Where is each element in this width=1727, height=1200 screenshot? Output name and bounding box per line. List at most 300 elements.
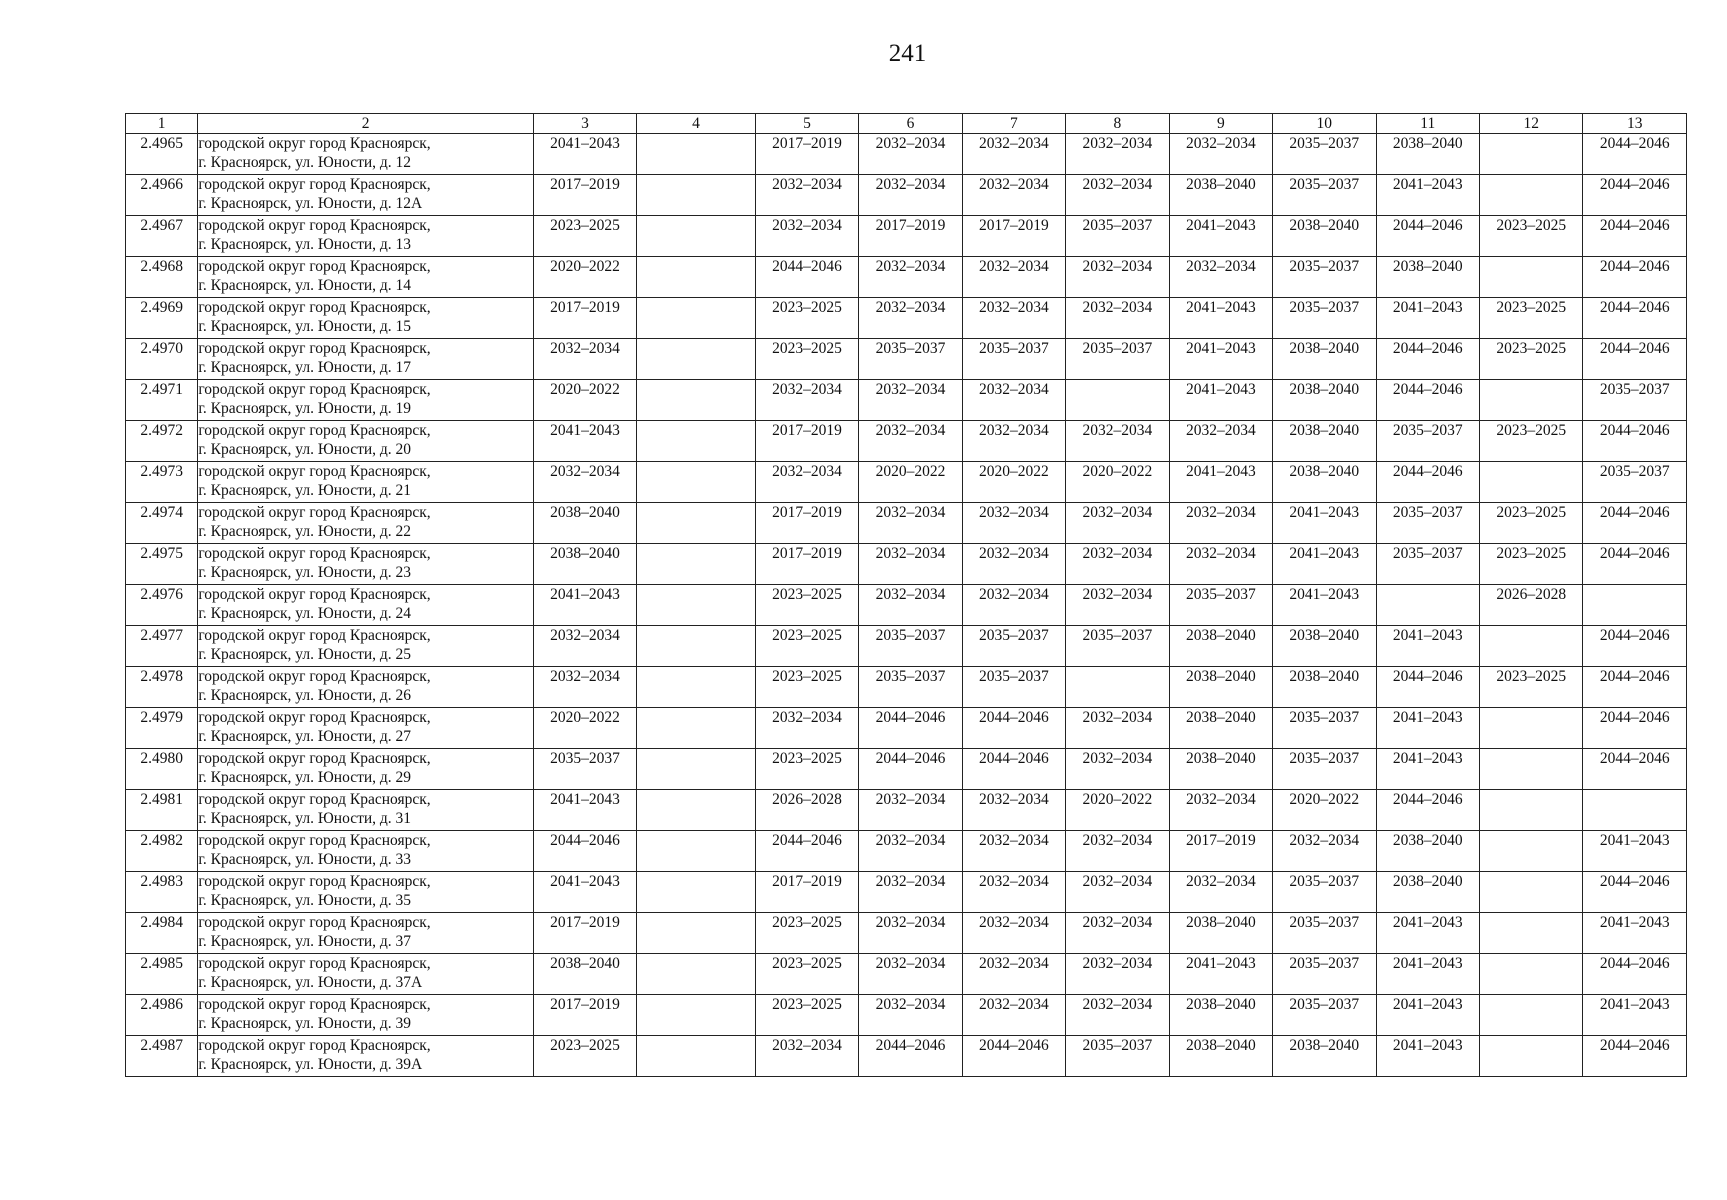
period-cell-col-4: [637, 462, 756, 503]
period-cell-col-11: 2041–2043: [1376, 298, 1479, 339]
address-cell: [198, 503, 534, 544]
address-line-municipality: городской округ город Красноярск,: [198, 381, 431, 398]
column-number-row: [126, 114, 1687, 134]
period-cell-col-5: 2023–2025: [755, 626, 858, 667]
period-cell-col-8: 2035–2037: [1066, 626, 1169, 667]
period-cell-col-11: 2035–2037: [1376, 544, 1479, 585]
period-cell-col-11: 2044–2046: [1376, 462, 1479, 503]
period-cell-col-12: [1479, 1036, 1582, 1077]
column-header-1: 1: [126, 114, 198, 134]
period-cell-col-5: 2023–2025: [755, 749, 858, 790]
address-line-street: г. Красноярск, ул. Юности, д. 15: [198, 318, 412, 335]
period-cell-col-5: 2017–2019: [755, 503, 858, 544]
period-cell-col-10: 2041–2043: [1273, 544, 1376, 585]
table-row: [126, 831, 1687, 872]
period-cell-col-5: 2032–2034: [755, 462, 858, 503]
address-line-street: г. Красноярск, ул. Юности, д. 37: [198, 933, 412, 950]
table-row: [126, 462, 1687, 503]
period-cell-col-7: 2017–2019: [962, 216, 1065, 257]
period-cell-col-13: [1583, 790, 1687, 831]
address-cell: [198, 995, 534, 1036]
period-cell-col-7: 2044–2046: [962, 749, 1065, 790]
address-line-municipality: городской округ город Красноярск,: [198, 545, 431, 562]
period-cell-col-8: 2032–2034: [1066, 872, 1169, 913]
table-row: [126, 175, 1687, 216]
period-cell-col-5: 2044–2046: [755, 831, 858, 872]
address-line-municipality: городской округ город Красноярск,: [198, 176, 431, 193]
period-cell-col-9: 2041–2043: [1169, 298, 1272, 339]
period-cell-col-3: 2035–2037: [533, 749, 636, 790]
period-cell-col-4: [637, 995, 756, 1036]
period-cell-col-12: 2023–2025: [1479, 667, 1582, 708]
address-line-municipality: городской округ город Красноярск,: [198, 996, 431, 1013]
period-cell-col-13: 2044–2046: [1583, 503, 1687, 544]
period-cell-col-13: 2044–2046: [1583, 175, 1687, 216]
period-cell-col-5: 2017–2019: [755, 872, 858, 913]
table-row: [126, 626, 1687, 667]
period-cell-col-11: 2035–2037: [1376, 503, 1479, 544]
period-cell-col-12: [1479, 134, 1582, 175]
period-cell-col-12: 2026–2028: [1479, 585, 1582, 626]
column-header-3: 3: [533, 114, 636, 134]
period-cell-col-7: 2032–2034: [962, 831, 1065, 872]
address-cell: [198, 667, 534, 708]
period-cell-col-3: 2020–2022: [533, 257, 636, 298]
period-cell-col-12: [1479, 708, 1582, 749]
address-line-municipality: городской округ город Красноярск,: [198, 873, 431, 890]
address-line-street: г. Красноярск, ул. Юности, д. 33: [198, 851, 412, 868]
period-cell-col-6: 2032–2034: [859, 257, 962, 298]
row-number: 2.4986: [126, 995, 198, 1036]
address-line-street: г. Красноярск, ул. Юности, д. 20: [198, 441, 412, 458]
period-cell-col-10: 2041–2043: [1273, 585, 1376, 626]
address-cell: [198, 462, 534, 503]
row-number: 2.4967: [126, 216, 198, 257]
address-cell: [198, 544, 534, 585]
period-cell-col-6: 2032–2034: [859, 421, 962, 462]
table-row: [126, 257, 1687, 298]
period-cell-col-9: 2038–2040: [1169, 1036, 1272, 1077]
period-cell-col-5: 2023–2025: [755, 585, 858, 626]
page-number: 241: [888, 40, 927, 67]
period-cell-col-6: 2032–2034: [859, 913, 962, 954]
address-line-street: г. Красноярск, ул. Юности, д. 21: [198, 482, 412, 499]
address-cell: [198, 421, 534, 462]
address-line-street: г. Красноярск, ул. Юности, д. 25: [198, 646, 412, 663]
period-cell-col-11: 2044–2046: [1376, 216, 1479, 257]
address-line-street: г. Красноярск, ул. Юности, д. 23: [198, 564, 412, 581]
column-header-6: 6: [859, 114, 962, 134]
address-cell: [198, 298, 534, 339]
period-cell-col-13: 2044–2046: [1583, 1036, 1687, 1077]
table-row: [126, 790, 1687, 831]
period-cell-col-4: [637, 790, 756, 831]
period-cell-col-8: 2032–2034: [1066, 954, 1169, 995]
table-row: [126, 339, 1687, 380]
period-cell-col-8: 2032–2034: [1066, 175, 1169, 216]
address-line-street: г. Красноярск, ул. Юности, д. 29: [198, 769, 412, 786]
row-number: 2.4987: [126, 1036, 198, 1077]
address-line-street: г. Красноярск, ул. Юности, д. 14: [198, 277, 412, 294]
period-cell-col-4: [637, 708, 756, 749]
period-cell-col-10: 2035–2037: [1273, 257, 1376, 298]
period-cell-col-9: 2038–2040: [1169, 913, 1272, 954]
address-cell: [198, 626, 534, 667]
period-cell-col-4: [637, 954, 756, 995]
period-cell-col-7: 2032–2034: [962, 298, 1065, 339]
period-cell-col-9: 2038–2040: [1169, 749, 1272, 790]
address-line-municipality: городской округ город Красноярск,: [198, 586, 431, 603]
period-cell-col-4: [637, 872, 756, 913]
address-line-street: г. Красноярск, ул. Юности, д. 39А: [198, 1056, 423, 1073]
address-line-municipality: городской округ город Красноярск,: [198, 299, 431, 316]
period-cell-col-12: [1479, 831, 1582, 872]
period-cell-col-6: 2032–2034: [859, 503, 962, 544]
period-cell-col-4: [637, 257, 756, 298]
address-cell: [198, 708, 534, 749]
period-cell-col-10: 2035–2037: [1273, 913, 1376, 954]
period-cell-col-5: 2017–2019: [755, 544, 858, 585]
address-line-municipality: городской округ город Красноярск,: [198, 422, 431, 439]
period-cell-col-9: 2041–2043: [1169, 954, 1272, 995]
period-cell-col-6: 2032–2034: [859, 954, 962, 995]
period-cell-col-11: 2041–2043: [1376, 1036, 1479, 1077]
period-cell-col-7: 2035–2037: [962, 626, 1065, 667]
address-cell: [198, 216, 534, 257]
period-cell-col-8: 2032–2034: [1066, 257, 1169, 298]
period-cell-col-13: 2044–2046: [1583, 708, 1687, 749]
row-number: 2.4965: [126, 134, 198, 175]
period-cell-col-8: 2020–2022: [1066, 790, 1169, 831]
period-cell-col-3: 2041–2043: [533, 134, 636, 175]
period-cell-col-10: 2035–2037: [1273, 872, 1376, 913]
period-cell-col-7: 2044–2046: [962, 1036, 1065, 1077]
table-row: [126, 421, 1687, 462]
period-cell-col-9: 2032–2034: [1169, 421, 1272, 462]
period-cell-col-12: [1479, 462, 1582, 503]
column-header-13: 13: [1583, 114, 1687, 134]
period-cell-col-10: 2035–2037: [1273, 298, 1376, 339]
period-cell-col-3: 2044–2046: [533, 831, 636, 872]
period-cell-col-13: 2035–2037: [1583, 462, 1687, 503]
address-line-municipality: городской округ город Красноярск,: [198, 750, 431, 767]
table-row: [126, 380, 1687, 421]
period-cell-col-10: 2035–2037: [1273, 175, 1376, 216]
address-line-municipality: городской округ город Красноярск,: [198, 340, 431, 357]
period-cell-col-4: [637, 503, 756, 544]
period-cell-col-3: 2038–2040: [533, 503, 636, 544]
period-cell-col-12: [1479, 380, 1582, 421]
period-cell-col-7: 2035–2037: [962, 667, 1065, 708]
period-cell-col-5: 2017–2019: [755, 421, 858, 462]
period-cell-col-6: 2032–2034: [859, 790, 962, 831]
period-cell-col-4: [637, 380, 756, 421]
period-cell-col-5: 2032–2034: [755, 708, 858, 749]
period-cell-col-13: 2044–2046: [1583, 667, 1687, 708]
address-cell: [198, 339, 534, 380]
period-cell-col-8: 2032–2034: [1066, 298, 1169, 339]
period-cell-col-13: 2044–2046: [1583, 626, 1687, 667]
row-number: 2.4974: [126, 503, 198, 544]
period-cell-col-12: [1479, 749, 1582, 790]
row-number: 2.4970: [126, 339, 198, 380]
period-cell-col-3: 2041–2043: [533, 421, 636, 462]
period-cell-col-12: 2023–2025: [1479, 421, 1582, 462]
period-cell-col-5: 2023–2025: [755, 667, 858, 708]
period-cell-col-5: 2044–2046: [755, 257, 858, 298]
period-cell-col-10: 2038–2040: [1273, 462, 1376, 503]
period-cell-col-13: [1583, 585, 1687, 626]
period-cell-col-12: [1479, 872, 1582, 913]
period-cell-col-7: 2035–2037: [962, 339, 1065, 380]
address-line-municipality: городской округ город Красноярск,: [198, 135, 431, 152]
period-cell-col-13: 2044–2046: [1583, 872, 1687, 913]
period-cell-col-10: 2041–2043: [1273, 503, 1376, 544]
period-cell-col-6: 2044–2046: [859, 1036, 962, 1077]
period-cell-col-10: 2038–2040: [1273, 339, 1376, 380]
period-cell-col-5: 2023–2025: [755, 339, 858, 380]
period-cell-col-12: 2023–2025: [1479, 339, 1582, 380]
period-cell-col-8: [1066, 667, 1169, 708]
table-row: [126, 216, 1687, 257]
period-cell-col-5: 2032–2034: [755, 1036, 858, 1077]
address-line-municipality: городской округ город Красноярск,: [198, 832, 431, 849]
period-cell-col-3: 2017–2019: [533, 995, 636, 1036]
period-cell-col-5: 2023–2025: [755, 913, 858, 954]
period-cell-col-8: 2032–2034: [1066, 134, 1169, 175]
period-cell-col-4: [637, 831, 756, 872]
period-cell-col-5: 2032–2034: [755, 175, 858, 216]
period-cell-col-7: 2032–2034: [962, 257, 1065, 298]
period-cell-col-3: 2041–2043: [533, 872, 636, 913]
table-row: [126, 913, 1687, 954]
period-cell-col-8: 2032–2034: [1066, 995, 1169, 1036]
period-cell-col-11: 2044–2046: [1376, 339, 1479, 380]
period-cell-col-7: 2032–2034: [962, 175, 1065, 216]
period-cell-col-11: 2041–2043: [1376, 954, 1479, 995]
period-cell-col-7: 2032–2034: [962, 544, 1065, 585]
table-row: [126, 1036, 1687, 1077]
address-cell: [198, 790, 534, 831]
column-header-5: 5: [755, 114, 858, 134]
column-header-2: 2: [198, 114, 534, 134]
table-row: [126, 585, 1687, 626]
row-number: 2.4973: [126, 462, 198, 503]
column-header-4: 4: [637, 114, 756, 134]
period-cell-col-13: 2041–2043: [1583, 913, 1687, 954]
period-cell-col-12: [1479, 626, 1582, 667]
table-row: [126, 995, 1687, 1036]
period-cell-col-10: 2032–2034: [1273, 831, 1376, 872]
period-cell-col-10: 2038–2040: [1273, 1036, 1376, 1077]
address-line-municipality: городской округ город Красноярск,: [198, 504, 431, 521]
period-cell-col-7: 2044–2046: [962, 708, 1065, 749]
address-cell: [198, 585, 534, 626]
table-row: [126, 872, 1687, 913]
column-header-10: 10: [1273, 114, 1376, 134]
period-cell-col-6: 2032–2034: [859, 380, 962, 421]
period-cell-col-4: [637, 749, 756, 790]
period-cell-col-3: 2032–2034: [533, 667, 636, 708]
period-cell-col-9: 2038–2040: [1169, 667, 1272, 708]
period-cell-col-6: 2035–2037: [859, 626, 962, 667]
period-cell-col-11: 2038–2040: [1376, 872, 1479, 913]
period-cell-col-8: 2032–2034: [1066, 503, 1169, 544]
table-row: [126, 667, 1687, 708]
address-line-street: г. Красноярск, ул. Юности, д. 24: [198, 605, 412, 622]
row-number: 2.4978: [126, 667, 198, 708]
table-row: [126, 954, 1687, 995]
period-cell-col-12: [1479, 913, 1582, 954]
period-cell-col-11: 2035–2037: [1376, 421, 1479, 462]
period-cell-col-5: 2023–2025: [755, 995, 858, 1036]
period-cell-col-8: [1066, 380, 1169, 421]
period-cell-col-9: 2032–2034: [1169, 257, 1272, 298]
address-line-municipality: городской округ город Красноярск,: [198, 217, 431, 234]
address-line-municipality: городской округ город Красноярск,: [198, 1037, 431, 1054]
period-cell-col-6: 2035–2037: [859, 667, 962, 708]
period-cell-col-8: 2032–2034: [1066, 708, 1169, 749]
period-cell-col-4: [637, 585, 756, 626]
period-cell-col-13: 2044–2046: [1583, 298, 1687, 339]
period-cell-col-10: 2035–2037: [1273, 995, 1376, 1036]
address-line-street: г. Красноярск, ул. Юности, д. 26: [198, 687, 412, 704]
address-cell: [198, 175, 534, 216]
period-cell-col-7: 2032–2034: [962, 585, 1065, 626]
row-number: 2.4982: [126, 831, 198, 872]
row-number: 2.4983: [126, 872, 198, 913]
period-cell-col-4: [637, 298, 756, 339]
period-cell-col-3: 2020–2022: [533, 708, 636, 749]
period-cell-col-12: 2023–2025: [1479, 544, 1582, 585]
address-line-municipality: городской округ город Красноярск,: [198, 258, 431, 275]
period-cell-col-7: 2032–2034: [962, 134, 1065, 175]
table-row: [126, 134, 1687, 175]
address-cell: [198, 749, 534, 790]
period-cell-col-10: 2038–2040: [1273, 216, 1376, 257]
period-cell-col-12: [1479, 790, 1582, 831]
period-cell-col-5: 2017–2019: [755, 134, 858, 175]
period-cell-col-11: 2038–2040: [1376, 134, 1479, 175]
period-cell-col-6: 2035–2037: [859, 339, 962, 380]
address-line-municipality: городской округ город Красноярск,: [198, 955, 431, 972]
period-cell-col-4: [637, 1036, 756, 1077]
period-cell-col-6: 2032–2034: [859, 134, 962, 175]
period-cell-col-7: 2032–2034: [962, 790, 1065, 831]
period-cell-col-12: [1479, 257, 1582, 298]
period-cell-col-7: 2032–2034: [962, 954, 1065, 995]
column-header-8: 8: [1066, 114, 1169, 134]
address-line-street: г. Красноярск, ул. Юности, д. 22: [198, 523, 412, 540]
period-cell-col-5: 2032–2034: [755, 380, 858, 421]
period-cell-col-12: [1479, 995, 1582, 1036]
period-cell-col-11: 2041–2043: [1376, 626, 1479, 667]
period-cell-col-7: 2020–2022: [962, 462, 1065, 503]
address-line-street: г. Красноярск, ул. Юности, д. 27: [198, 728, 412, 745]
period-cell-col-9: 2041–2043: [1169, 462, 1272, 503]
address-cell: [198, 257, 534, 298]
period-cell-col-5: 2023–2025: [755, 954, 858, 995]
period-cell-col-7: 2032–2034: [962, 995, 1065, 1036]
period-cell-col-5: 2023–2025: [755, 298, 858, 339]
address-line-municipality: городской округ город Красноярск,: [198, 627, 431, 644]
period-cell-col-4: [637, 216, 756, 257]
address-line-municipality: городской округ город Красноярск,: [198, 914, 431, 931]
period-cell-col-9: 2017–2019: [1169, 831, 1272, 872]
period-cell-col-8: 2032–2034: [1066, 585, 1169, 626]
period-cell-col-8: 2020–2022: [1066, 462, 1169, 503]
period-cell-col-13: 2044–2046: [1583, 421, 1687, 462]
row-number: 2.4971: [126, 380, 198, 421]
table-row: [126, 749, 1687, 790]
table-row: [126, 544, 1687, 585]
column-header-11: 11: [1376, 114, 1479, 134]
period-cell-col-3: 2023–2025: [533, 216, 636, 257]
period-cell-col-11: 2041–2043: [1376, 749, 1479, 790]
period-cell-col-9: 2038–2040: [1169, 175, 1272, 216]
period-cell-col-12: 2023–2025: [1479, 298, 1582, 339]
period-cell-col-11: 2044–2046: [1376, 380, 1479, 421]
row-number: 2.4976: [126, 585, 198, 626]
period-cell-col-9: 2035–2037: [1169, 585, 1272, 626]
period-cell-col-11: 2044–2046: [1376, 667, 1479, 708]
row-number: 2.4980: [126, 749, 198, 790]
period-cell-col-4: [637, 134, 756, 175]
address-cell: [198, 380, 534, 421]
period-cell-col-5: 2032–2034: [755, 216, 858, 257]
period-cell-col-9: 2041–2043: [1169, 380, 1272, 421]
period-cell-col-10: 2020–2022: [1273, 790, 1376, 831]
period-cell-col-3: 2041–2043: [533, 585, 636, 626]
period-cell-col-11: 2044–2046: [1376, 790, 1479, 831]
address-line-municipality: городской округ город Красноярск,: [198, 709, 431, 726]
period-cell-col-8: 2035–2037: [1066, 339, 1169, 380]
period-cell-col-11: [1376, 585, 1479, 626]
period-cell-col-7: 2032–2034: [962, 503, 1065, 544]
period-cell-col-5: 2026–2028: [755, 790, 858, 831]
period-cell-col-9: 2032–2034: [1169, 503, 1272, 544]
address-cell: [198, 134, 534, 175]
period-cell-col-10: 2035–2037: [1273, 749, 1376, 790]
column-header-9: 9: [1169, 114, 1272, 134]
address-line-street: г. Красноярск, ул. Юности, д. 12А: [198, 195, 423, 212]
period-cell-col-6: 2032–2034: [859, 585, 962, 626]
address-line-street: г. Красноярск, ул. Юности, д. 39: [198, 1015, 412, 1032]
period-cell-col-10: 2038–2040: [1273, 626, 1376, 667]
period-cell-col-4: [637, 626, 756, 667]
column-header-7: 7: [962, 114, 1065, 134]
period-cell-col-6: 2032–2034: [859, 995, 962, 1036]
row-number: 2.4968: [126, 257, 198, 298]
address-line-street: г. Красноярск, ул. Юности, д. 19: [198, 400, 412, 417]
period-cell-col-12: [1479, 175, 1582, 216]
period-cell-col-3: 2020–2022: [533, 380, 636, 421]
table-row: [126, 298, 1687, 339]
address-cell: [198, 954, 534, 995]
period-cell-col-3: 2032–2034: [533, 462, 636, 503]
period-cell-col-11: 2038–2040: [1376, 831, 1479, 872]
period-cell-col-6: 2044–2046: [859, 708, 962, 749]
period-cell-col-6: 2032–2034: [859, 872, 962, 913]
address-line-street: г. Красноярск, ул. Юности, д. 31: [198, 810, 412, 827]
period-cell-col-6: 2032–2034: [859, 298, 962, 339]
period-cell-col-13: 2044–2046: [1583, 954, 1687, 995]
period-cell-col-4: [637, 544, 756, 585]
period-cell-col-6: 2017–2019: [859, 216, 962, 257]
row-number: 2.4972: [126, 421, 198, 462]
period-cell-col-3: 2023–2025: [533, 1036, 636, 1077]
table-row: [126, 708, 1687, 749]
